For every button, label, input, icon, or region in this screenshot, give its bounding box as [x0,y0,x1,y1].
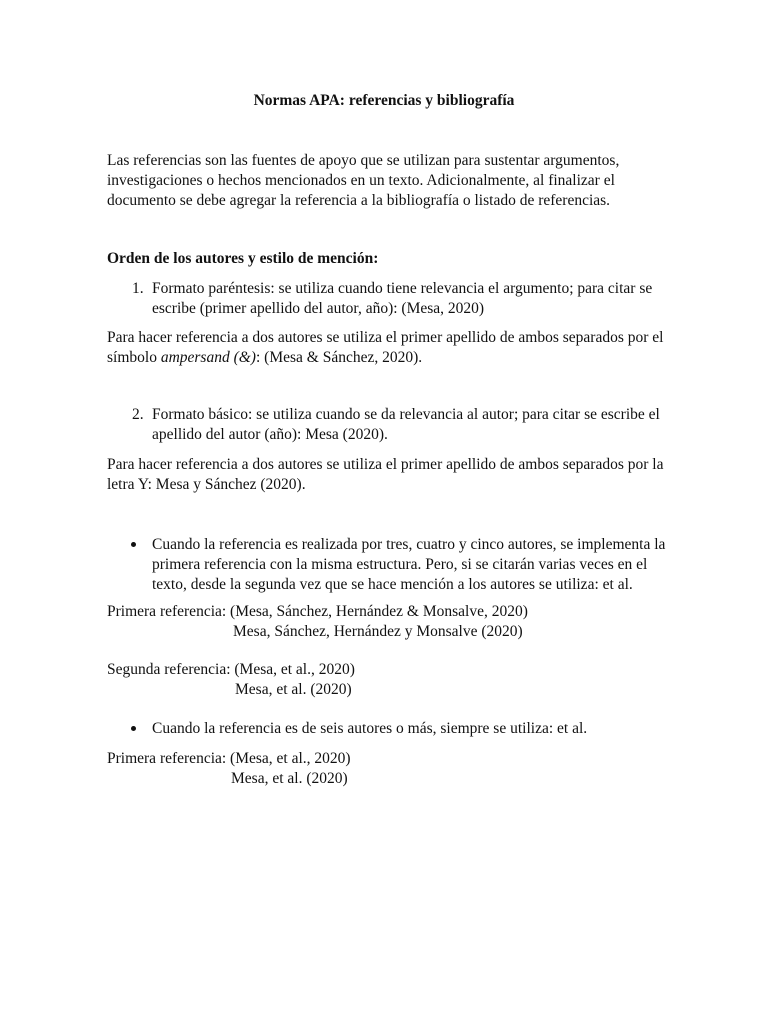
item1-line-1: Formato paréntesis: se utiliza cuando tiene relevancia el argumento; para citar se [152,280,653,297]
bullet-1-icon [131,542,136,547]
intro-line-1: Las referencias son las fuentes de apoyo que se utilizan para sustentar argumentos, [107,152,620,169]
list-number-1: 1. [132,280,144,297]
intro-line-3: documento se debe agregar la referencia a la bibliografía o listado de referencias. [107,192,611,209]
ref1-second-alt: Mesa, et al. (2020) [235,681,352,698]
para2-line-2: letra Y: Mesa y Sánchez (2020). [107,476,306,493]
document-title: Normas APA: referencias y bibliografía [253,92,515,109]
bullet2-line: Cuando la referencia es de seis autores o más, siempre se utiliza: et al. [152,720,588,737]
para2-line-1: Para hacer referencia a dos autores se utiliza el primer apellido de ambos separados por la [107,456,664,473]
para1-line-2 [107,348,422,368]
ref1-second: Segunda referencia: (Mesa, et al., 2020) [107,661,355,678]
bullet1-line-1: Cuando la referencia es realizada por tres, cuatro y cinco autores, se implementa la [152,536,666,553]
item2-line-2: apellido del autor (año): Mesa (2020). [152,426,388,443]
bullet-2-icon [131,726,136,731]
ref1-first: Primera referencia: (Mesa, Sánchez, Hernández & Monsalve, 2020) [107,603,528,620]
para1-suffix: : (Mesa & Sánchez, 2020). [255,349,423,366]
bullet1-line-2: primera referencia con la misma estructura. Pero, si se citarán varias veces en el [152,556,648,573]
bullet1-line-3: texto, desde la segunda vez que se hace mención a los autores se utiliza: et al. [152,576,633,593]
item2-line-1: Formato básico: se utiliza cuando se da relevancia al autor; para citar se escribe el [152,406,660,423]
intro-line-2: investigaciones o hechos mencionados en un texto. Adicionalmente, al finalizar el [107,172,615,189]
para1-prefix: símbolo [107,349,161,366]
ampersand-term: ampersand (&) [160,349,256,366]
para1-line-1: Para hacer referencia a dos autores se utiliza el primer apellido de ambos separados por el [107,329,664,346]
ref2-first: Primera referencia: (Mesa, et al., 2020) [107,750,351,767]
item1-line-2: escribe (primer apellido del autor, año): (Mesa, 2020) [152,300,485,317]
ref2-first-alt: Mesa, et al. (2020) [231,770,348,787]
list-number-2: 2. [132,406,144,423]
ref1-first-alt: Mesa, Sánchez, Hernández y Monsalve (2020) [233,623,523,640]
section-heading: Orden de los autores y estilo de mención: [107,250,379,267]
